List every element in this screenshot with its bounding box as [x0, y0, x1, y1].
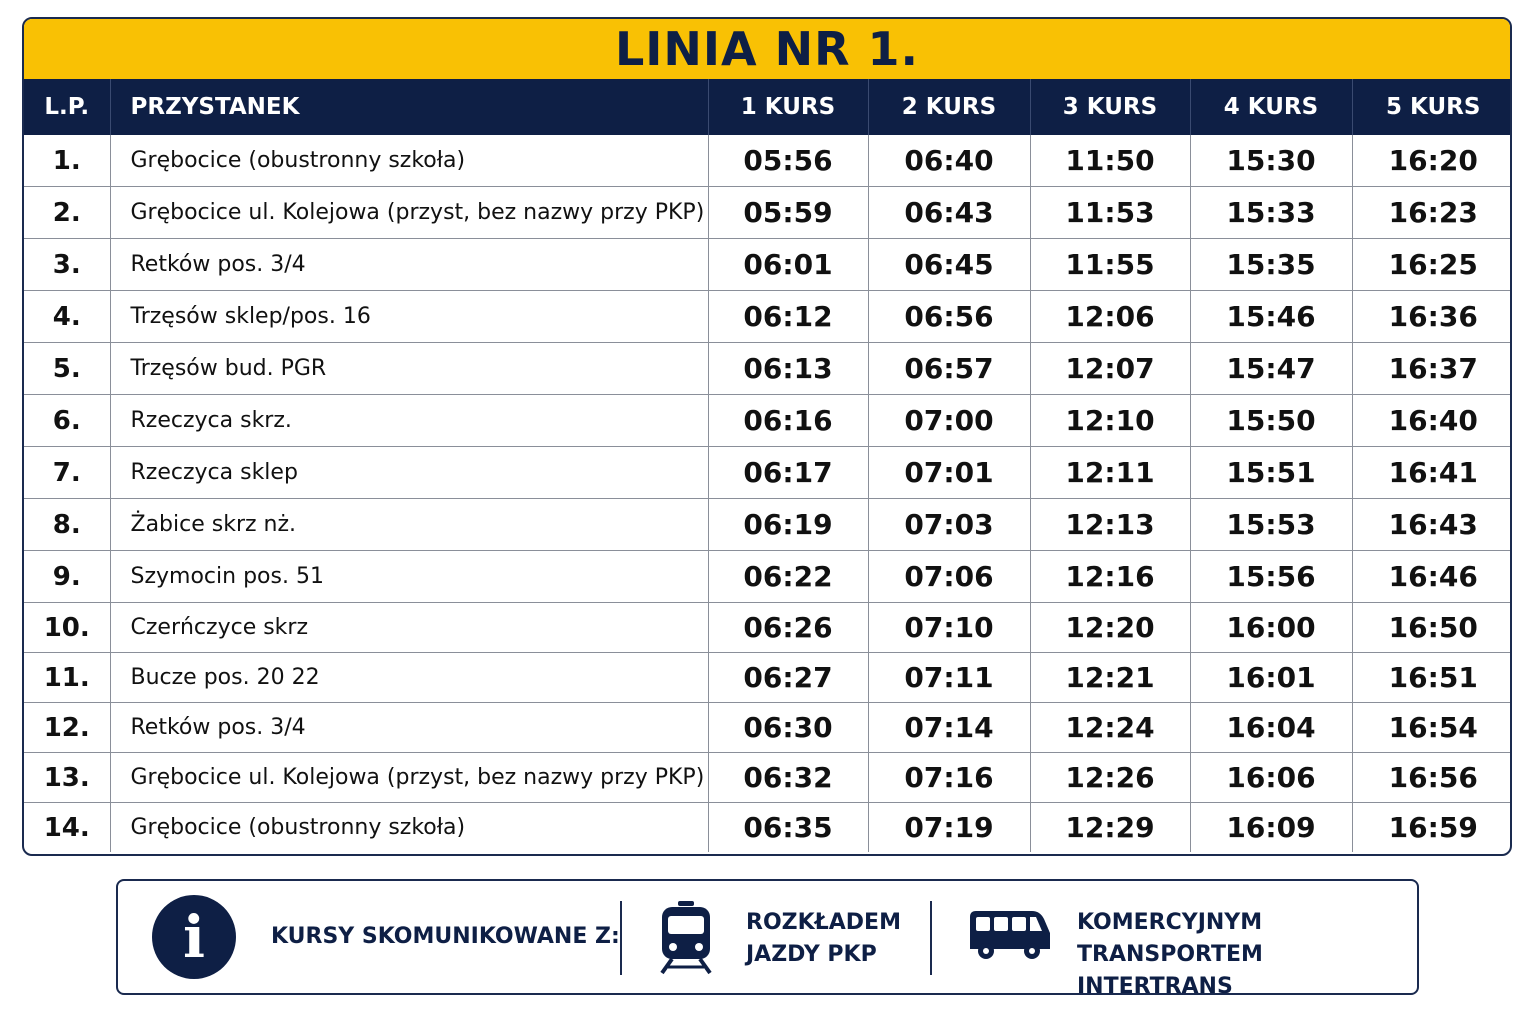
- departure-time-kurs-4: 15:30: [1190, 135, 1352, 187]
- departure-time-kurs-1: 06:26: [708, 603, 868, 653]
- departure-time-kurs-2: 07:01: [868, 447, 1030, 499]
- train-icon: [658, 899, 714, 975]
- row-number: 4.: [24, 291, 110, 343]
- departure-time-kurs-4: 16:06: [1190, 753, 1352, 803]
- stop-name: Żabice skrz nż.: [110, 499, 708, 551]
- row-number: 1.: [24, 135, 110, 187]
- departure-time-kurs-2: 06:43: [868, 187, 1030, 239]
- table-row: [24, 239, 1512, 291]
- departure-time-kurs-3: 12:11: [1030, 447, 1190, 499]
- stop-name: Szymocin pos. 51: [110, 551, 708, 603]
- departure-time-kurs-1: 05:56: [708, 135, 868, 187]
- stop-name: Grębocice (obustronny szkoła): [110, 803, 708, 853]
- departure-time-kurs-2: 06:57: [868, 343, 1030, 395]
- header-kurs-1: 1 KURS: [708, 79, 868, 135]
- departure-time-kurs-4: 16:04: [1190, 703, 1352, 753]
- departure-time-kurs-3: 12:21: [1030, 653, 1190, 703]
- departure-time-kurs-5: 16:46: [1352, 551, 1512, 603]
- departure-time-kurs-1: 06:27: [708, 653, 868, 703]
- departure-time-kurs-1: 06:16: [708, 395, 868, 447]
- legend-box: [116, 879, 1419, 999]
- header-kurs-2: 2 KURS: [868, 79, 1030, 135]
- table-row: [24, 653, 1512, 703]
- row-number: 10.: [24, 603, 110, 653]
- departure-time-kurs-5: 16:54: [1352, 703, 1512, 753]
- departure-time-kurs-5: 16:41: [1352, 447, 1512, 499]
- table-row: [24, 291, 1512, 343]
- row-number: 3.: [24, 239, 110, 291]
- table-row: [24, 551, 1512, 603]
- header-kurs-3: 3 KURS: [1030, 79, 1190, 135]
- departure-time-kurs-5: 16:25: [1352, 239, 1512, 291]
- table-row: [24, 187, 1512, 239]
- header-row: [24, 79, 1512, 135]
- stop-name: Trzęsów sklep/pos. 16: [110, 291, 708, 343]
- departure-time-kurs-3: 12:26: [1030, 753, 1190, 803]
- departure-time-kurs-5: 16:59: [1388, 811, 1478, 844]
- legend-divider: [930, 901, 932, 975]
- table-row: [24, 703, 1512, 753]
- departure-time-kurs-4: 15:50: [1190, 395, 1352, 447]
- stop-name: Rzeczyca sklep: [110, 447, 708, 499]
- bus-icon: [966, 907, 1052, 963]
- departure-time-kurs-2: 07:00: [868, 395, 1030, 447]
- timetable-board: [22, 17, 1512, 856]
- stop-name: Grębocice ul. Kolejowa (przyst, bez nazwy przy PKP): [110, 187, 708, 239]
- header-lp: L.P.: [24, 79, 110, 135]
- table-row: [24, 499, 1512, 551]
- departure-time-kurs-1: 06:01: [708, 239, 868, 291]
- stop-name: Retków pos. 3/4: [110, 239, 708, 291]
- departure-time-kurs-3: 12:16: [1030, 551, 1190, 603]
- stop-name: Grębocice (obustronny szkoła): [110, 135, 708, 187]
- departure-time-kurs-5: 16:36: [1352, 291, 1512, 343]
- departure-time-kurs-1: 06:13: [708, 343, 868, 395]
- timetable: [24, 79, 1512, 852]
- departure-time-kurs-4: 16:00: [1190, 603, 1352, 653]
- legend-train-line2: JAZDY PKP: [746, 942, 877, 967]
- departure-time-kurs-1: 06:22: [708, 551, 868, 603]
- title-bar: [24, 19, 1510, 79]
- departure-time-kurs-5: 16:20: [1352, 135, 1512, 187]
- departure-time-kurs-4: 15:51: [1190, 447, 1352, 499]
- row-number: 12.: [24, 703, 110, 753]
- departure-time-kurs-1: 06:30: [708, 703, 868, 753]
- departure-time-kurs-5: 16:50: [1352, 603, 1512, 653]
- departure-time-kurs-4: 16:01: [1190, 653, 1352, 703]
- row-number: 5.: [24, 343, 110, 395]
- stop-name: Retków pos. 3/4: [110, 703, 708, 753]
- departure-time-kurs-4: 15:35: [1190, 239, 1352, 291]
- departure-time-kurs-4: 15:56: [1190, 551, 1352, 603]
- legend-divider: [620, 901, 622, 975]
- departure-time-kurs-3: 11:50: [1030, 135, 1190, 187]
- table-row: [24, 603, 1512, 653]
- legend-train-line1: ROZKŁADEM: [746, 910, 901, 935]
- legend-bus-line2: TRANSPORTEM INTERTRANS: [1077, 942, 1263, 999]
- departure-time-kurs-2: 07:11: [868, 653, 1030, 703]
- departure-time-kurs-5: 16:23: [1352, 187, 1512, 239]
- header-stop: PRZYSTANEK: [110, 79, 708, 135]
- table-row: [24, 803, 1512, 853]
- legend-bus-line1: KOMERCYJNYM: [1077, 910, 1263, 935]
- departure-time-kurs-3: 12:06: [1030, 291, 1190, 343]
- departure-time-kurs-3: 12:29: [1030, 803, 1190, 853]
- stop-name: Grębocice ul. Kolejowa (przyst, bez nazwy przy PKP): [110, 753, 708, 803]
- header-kurs-5: 5 KURS: [1352, 79, 1512, 135]
- row-number: 6.: [24, 395, 110, 447]
- departure-time-kurs-5: 16:51: [1352, 653, 1512, 703]
- departure-time-kurs-3: 12:07: [1030, 343, 1190, 395]
- stop-name: Rzeczyca skrz.: [110, 395, 708, 447]
- departure-time-kurs-1: 06:19: [708, 499, 868, 551]
- row-number: 8.: [24, 499, 110, 551]
- departure-time-kurs-1: 06:12: [708, 291, 868, 343]
- table-row: [24, 753, 1512, 803]
- row-number: 9.: [24, 551, 110, 603]
- departure-time-kurs-1: 06:32: [708, 753, 868, 803]
- departure-time-kurs-1: 06:35: [708, 803, 868, 853]
- stop-name: Czerńczyce skrz: [110, 603, 708, 653]
- departure-time-kurs-2: 07:06: [868, 551, 1030, 603]
- departure-time-kurs-2: 06:45: [868, 239, 1030, 291]
- departure-time-kurs-3: 12:13: [1030, 499, 1190, 551]
- departure-time-kurs-3: 12:20: [1030, 603, 1190, 653]
- stop-name: Bucze pos. 20 22: [110, 653, 708, 703]
- table-row: [24, 395, 1512, 447]
- departure-time-kurs-2: 07:16: [868, 753, 1030, 803]
- table-row: [24, 343, 1512, 395]
- departure-time-kurs-2: 07:10: [868, 603, 1030, 653]
- departure-time-kurs-4: 15:33: [1190, 187, 1352, 239]
- row-number: 7.: [24, 447, 110, 499]
- departure-time-kurs-2: 07:03: [868, 499, 1030, 551]
- departure-time-kurs-2: 06:56: [868, 291, 1030, 343]
- departure-time-kurs-3: 12:24: [1030, 703, 1190, 753]
- row-number: 13.: [24, 753, 110, 803]
- departure-time-kurs-1: 06:17: [708, 447, 868, 499]
- page-title: LINIA NR 1.: [614, 22, 920, 76]
- legend-intro: KURSY SKOMUNIKOWANE Z:: [271, 924, 620, 949]
- departure-time-kurs-5: 16:40: [1352, 395, 1512, 447]
- departure-time-kurs-2: 06:40: [868, 135, 1030, 187]
- table-row: [24, 447, 1512, 499]
- row-number: 11.: [24, 653, 110, 703]
- departure-time-kurs-3: 12:10: [1030, 395, 1190, 447]
- departure-time-kurs-4: 15:47: [1190, 343, 1352, 395]
- departure-time-kurs-3: 11:53: [1030, 187, 1190, 239]
- departure-time-kurs-4: 15:53: [1190, 499, 1352, 551]
- departure-time-kurs-1: 05:59: [708, 187, 868, 239]
- departure-time-kurs-2: 07:14: [868, 703, 1030, 753]
- departure-time-kurs-5: 16:56: [1352, 753, 1512, 803]
- header-kurs-4: 4 KURS: [1190, 79, 1352, 135]
- departure-time-kurs-4: 15:46: [1190, 291, 1352, 343]
- row-number: 14.: [24, 803, 110, 853]
- departure-time-kurs-4: 16:09: [1190, 803, 1352, 853]
- row-number: 2.: [24, 187, 110, 239]
- stop-name: Trzęsów bud. PGR: [110, 343, 708, 395]
- departure-time-kurs-2: 07:19: [868, 803, 1030, 853]
- departure-time-kurs-5: 16:37: [1352, 343, 1512, 395]
- info-icon: i: [152, 895, 236, 979]
- table-row: [24, 135, 1512, 187]
- departure-time-kurs-5: 16:43: [1352, 499, 1512, 551]
- departure-time-kurs-3: 11:55: [1030, 239, 1190, 291]
